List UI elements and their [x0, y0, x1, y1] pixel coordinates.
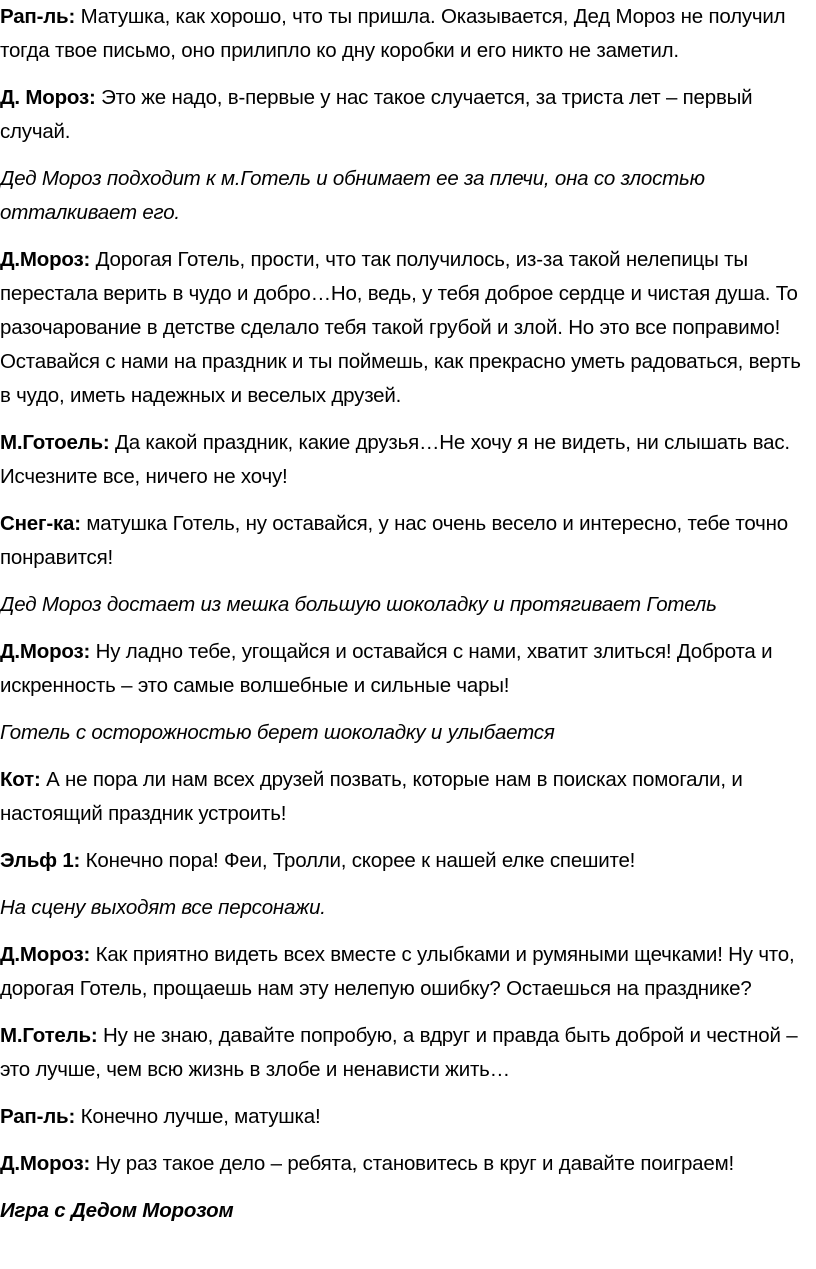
- speaker-name: Д.Мороз:: [0, 640, 91, 663]
- stage-direction: Готель с осторожностью берет шоколадку и улыбается: [0, 721, 555, 744]
- dialogue-line: [0, 938, 812, 1006]
- dialogue-text: Дорогая Готель, прости, что так получилось, из-за такой нелепицы ты перестала верить в чудо и добро…Но, ведь, у тебя доброе сердце и чистая душа. То разочарование в детстве сделало тебя такой грубой и злой. Но это все поправимо! Оставайся с нами на праздник и ты поймешь, как прекрасно уметь радоваться, верть в чудо, иметь надежных и веселых друзей.: [0, 248, 801, 407]
- dialogue-text: Это же надо, в-первые у нас такое случается, за триста лет – первый случай.: [0, 86, 753, 143]
- dialogue-text: Да какой праздник, какие друзья…Не хочу я не видеть, ни слышать вас. Исчезните все, ничего не хочу!: [0, 431, 790, 488]
- dialogue-line: [0, 81, 812, 149]
- dialogue-line: [0, 844, 812, 878]
- dialogue-line: [0, 1019, 812, 1087]
- game-heading: Игра с Дедом Морозом: [0, 1199, 234, 1222]
- dialogue-text: Конечно пора! Феи, Тролли, скорее к нашей елке спешите!: [80, 849, 636, 872]
- dialogue-text: Ну раз такое дело – ребята, становитесь в круг и давайте поиграем!: [90, 1152, 734, 1175]
- stage-direction: На сцену выходят все персонажи.: [0, 896, 326, 919]
- dialogue-line: [0, 635, 812, 703]
- dialogue-text: Матушка, как хорошо, что ты пришла. Оказывается, Дед Мороз не получил тогда твое письмо, оно прилипло ко дну коробки и его никто не заметил.: [0, 5, 786, 62]
- speaker-name: Д. Мороз:: [0, 86, 96, 109]
- dialogue-text: Ну не знаю, давайте попробую, а вдруг и правда быть доброй и честной – это лучше, чем всю жизнь в злобе и ненависти жить…: [0, 1024, 798, 1081]
- dialogue-text: Ну ладно тебе, угощайся и оставайся с нами, хватит злиться! Доброта и искренность – это самые волшебные и сильные чары!: [0, 640, 773, 697]
- dialogue-text: Конечно лучше, матушка!: [75, 1105, 321, 1128]
- dialogue-line: [0, 1147, 812, 1181]
- speaker-name: Д.Мороз:: [0, 248, 91, 271]
- speaker-name: М.Готоель:: [0, 431, 110, 454]
- dialogue-line: [0, 243, 812, 413]
- dialogue-line: [0, 426, 812, 494]
- speaker-name: Снег-ка:: [0, 512, 81, 535]
- stage-direction: Дед Мороз подходит к м.Готель и обнимает ее за плечи, она со злостью отталкивает его.: [0, 167, 705, 224]
- speaker-name: М.Готель:: [0, 1024, 98, 1047]
- dialogue-text: матушка Готель, ну оставайся, у нас очень весело и интересно, тебе точно понравится!: [0, 512, 788, 569]
- dialogue-text: Как приятно видеть всех вместе с улыбками и румяными щечками! Ну что, дорогая Готель, прощаешь нам эту нелепую ошибку? Остаешься на празднике?: [0, 943, 795, 1000]
- speaker-name: Д.Мороз:: [0, 943, 91, 966]
- speaker-name: Кот:: [0, 768, 41, 791]
- speaker-name: Д.Мороз:: [0, 1152, 91, 1175]
- speaker-name: Эльф 1:: [0, 849, 81, 872]
- speaker-name: Рап-ль:: [0, 1105, 76, 1128]
- dialogue-text: А не пора ли нам всех друзей позвать, которые нам в поисках помогали, и настоящий праздник устроить!: [0, 768, 743, 825]
- dialogue-line: [0, 1100, 812, 1134]
- dialogue-line: [0, 763, 812, 831]
- speaker-name: Рап-ль:: [0, 5, 76, 28]
- dialogue-line: [0, 507, 812, 575]
- dialogue-line: [0, 0, 812, 68]
- stage-direction: Дед Мороз достает из мешка большую шоколадку и протягивает Готель: [0, 593, 717, 616]
